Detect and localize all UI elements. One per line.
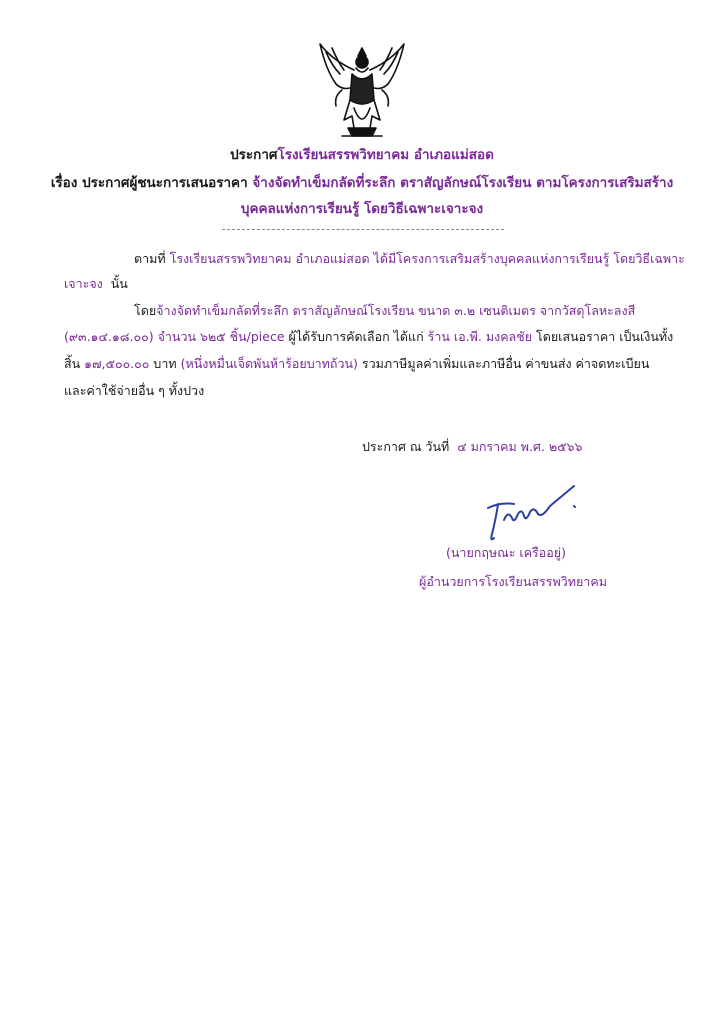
subject-prefix: เรื่อง ประกาศผู้ชนะการเสนอราคา [50, 175, 248, 191]
title-prefix: ประกาศ [230, 147, 278, 163]
paragraph-1-line-1: ตามที่ โรงเรียนสรรพวิทยาคม อำเภอแม่สอด ได้มีโครงการเสริมสร้างบุคคลแห่งการเรียนรู้ โดยวิธีเฉพาะ [134, 251, 685, 266]
signatory-name: (นายกฤษณะ เครืออยู่) [446, 545, 566, 560]
garuda-emblem-icon [312, 40, 412, 144]
paragraph-2-line-3: สิ้น ๑๗,๕๐๐.๐๐ บาท (หนึ่งหมื่นเจ็ดพันห้าร้อยบาทถ้วน) รวมภาษีมูลค่าเพิ่มและภาษีอื่น ค่าขนส่ง ค่าจดทะเบียน [64, 356, 650, 371]
school-name: โรงเรียนสรรพวิทยาคม อำเภอแม่สอด [277, 147, 494, 163]
paragraph-2-line-4: และค่าใช้จ่ายอื่น ๆ ทั้งปวง [64, 383, 205, 398]
paragraph-1-line-2: เจาะจง นั้น [64, 276, 128, 291]
signatory-position: ผู้อำนวยการโรงเรียนสรรพวิทยาคม [419, 574, 607, 589]
announce-date: ๔ มกราคม พ.ศ. ๒๕๖๖ [457, 439, 583, 454]
announce-date-line: ประกาศ ณ วันที่ ๔ มกราคม พ.ศ. ๒๕๖๖ [362, 439, 583, 454]
paragraph-2-line-2: (๙๓.๑๔.๑๘.๐๐) จำนวน ๖๒๕ ชิ้น/piece ผู้ได้รับการคัดเลือก ได้แก่ ร้าน เอ.พี. มงคลชัย โดยเสนอราคา เป็นเงินทั้ง [64, 329, 674, 344]
announcement-title [40, 145, 684, 165]
subject-line-2: บุคคลแห่งการเรียนรู้ โดยวิธีเฉพาะเจาะจง [240, 201, 484, 217]
separator-line [222, 229, 504, 230]
paragraph-2-line-1: โดยจ้างจัดทำเข็มกลัดที่ระลึก ตราสัญลักษณ์โรงเรียน ขนาด ๓.๒ เซนติเมตร จากวัสดุโลหะลงสี [134, 303, 636, 318]
subject-line [40, 173, 684, 193]
subject-detail: จ้างจัดทำเข็มกลัดที่ระลึก ตราสัญลักษณ์โรงเรียน ตามโครงการเสริมสร้าง [252, 175, 674, 191]
handwritten-signature-icon [470, 484, 580, 544]
